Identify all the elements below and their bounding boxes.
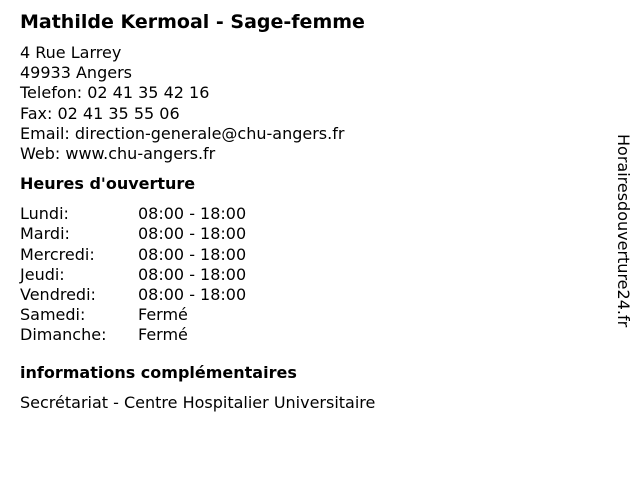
hours-day: Dimanche: xyxy=(20,325,107,345)
web-line xyxy=(20,144,600,164)
hours-time: Fermé xyxy=(138,325,188,345)
hours-row xyxy=(20,224,600,244)
address-street: 4 Rue Larrey xyxy=(20,43,122,62)
hours-time: Fermé xyxy=(138,305,188,325)
hours-day: Mercredi: xyxy=(20,244,95,264)
hours-row xyxy=(20,285,600,305)
fax-number: Fax: 02 41 35 55 06 xyxy=(20,103,180,123)
hours-row xyxy=(20,325,600,345)
hours-time: 08:00 - 18:00 xyxy=(138,244,247,264)
page-title: Mathilde Kermoal - Sage-femme xyxy=(20,11,365,33)
hours-row xyxy=(20,245,600,265)
address-city: 49933 Angers xyxy=(20,63,132,83)
email-label: Email: xyxy=(20,123,75,143)
email-link[interactable]: direction-generale@chu-angers.fr xyxy=(74,123,345,143)
hours-row xyxy=(20,204,600,224)
opening-hours-heading: Heures d'ouverture xyxy=(20,174,196,194)
phone-number: Telefon: 02 41 35 42 16 xyxy=(20,83,210,103)
web-label: Web: xyxy=(20,144,66,164)
hours-day: Mardi: xyxy=(20,224,70,244)
hours-row xyxy=(20,305,600,325)
additional-info-text: Secrétariat - Centre Hospitalier Universitaire xyxy=(20,392,376,412)
site-brand-watermark[interactable] xyxy=(612,134,634,344)
hours-day: Jeudi: xyxy=(20,264,65,284)
site-brand-text: Horairesdouverture24.fr xyxy=(614,134,633,328)
hours-time: 08:00 - 18:00 xyxy=(138,264,247,284)
additional-info-heading: informations complémentaires xyxy=(20,362,297,382)
hours-day: Lundi: xyxy=(20,204,69,224)
practitioner-card xyxy=(20,9,600,413)
email-line xyxy=(20,124,600,144)
hours-day: Samedi: xyxy=(20,305,86,325)
hours-time: 08:00 - 18:00 xyxy=(138,285,247,305)
hours-day: Vendredi: xyxy=(20,285,96,305)
hours-time: 08:00 - 18:00 xyxy=(138,204,247,224)
hours-time: 08:00 - 18:00 xyxy=(138,224,247,244)
website-link[interactable]: www.chu-angers.fr xyxy=(65,144,216,164)
opening-hours-table xyxy=(20,204,600,345)
hours-row xyxy=(20,265,600,285)
